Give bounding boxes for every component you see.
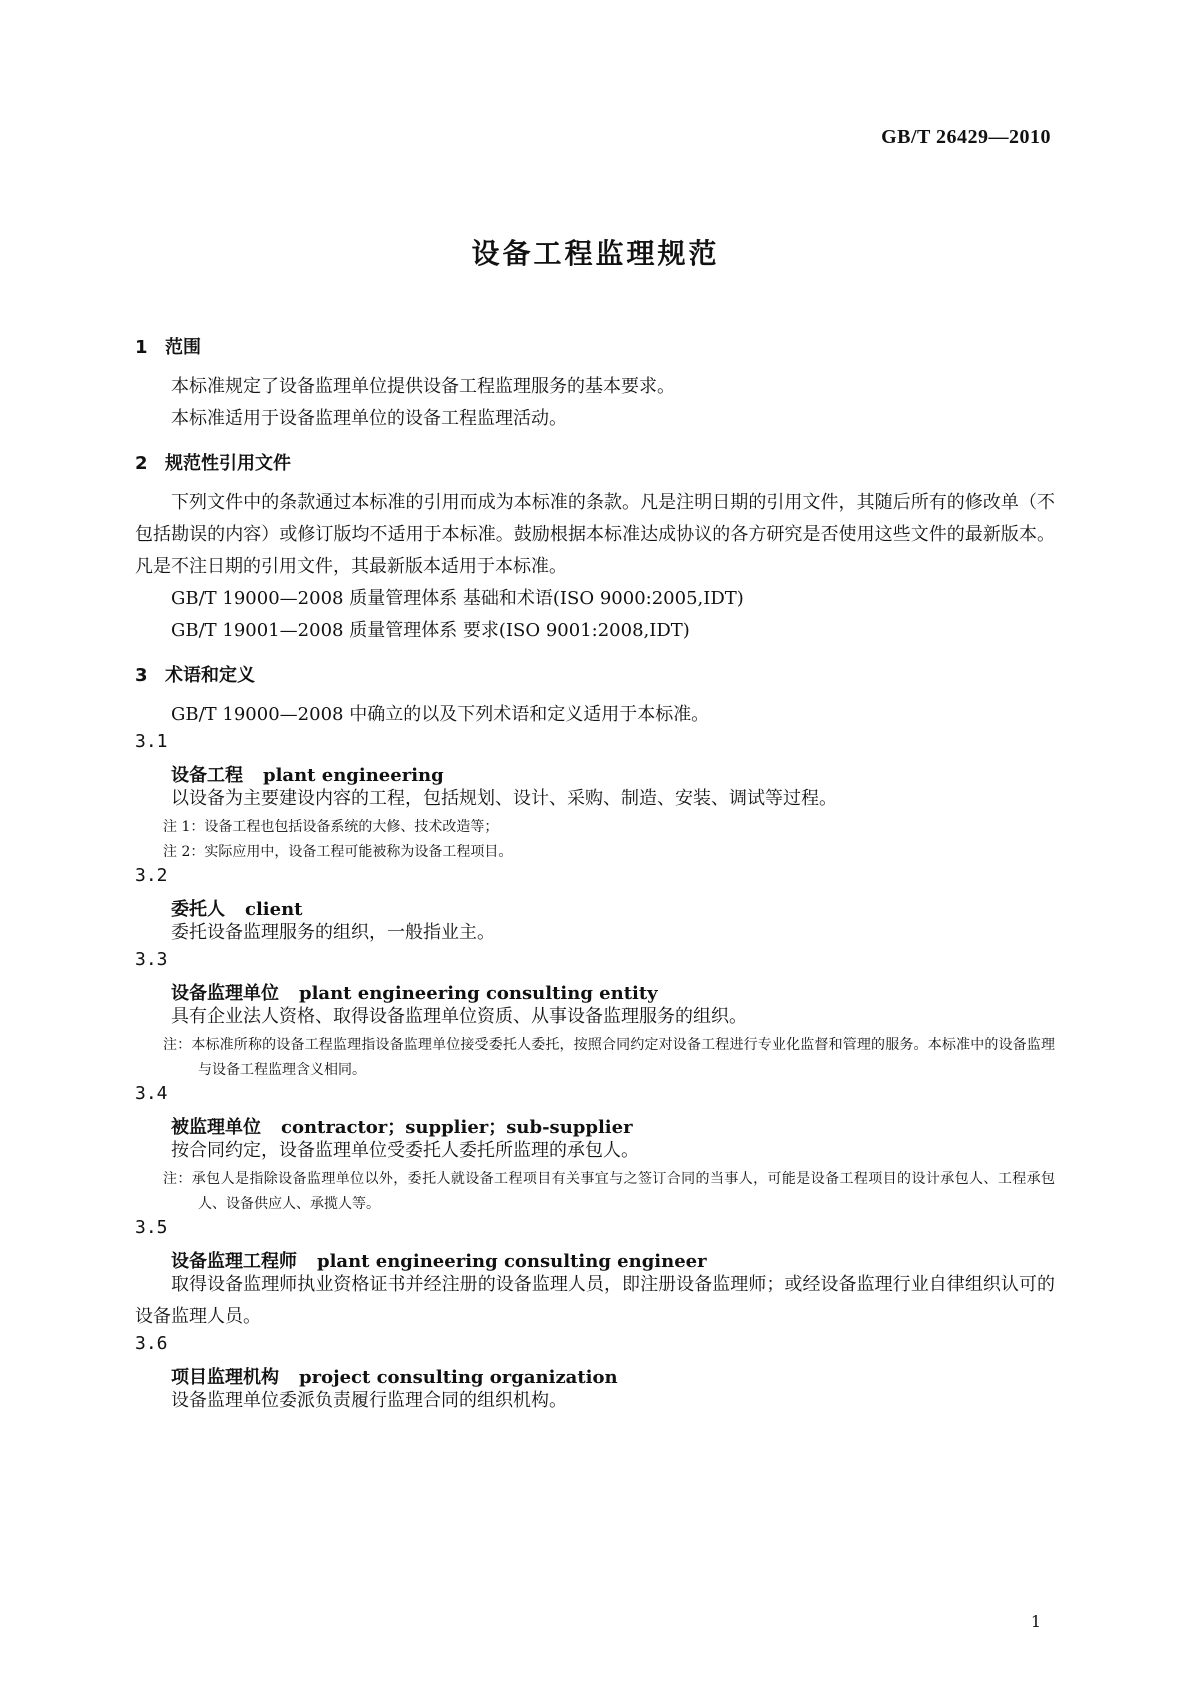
term-note: 注 1：设备工程也包括设备系统的大修、技术改造等； [163, 819, 499, 835]
term-number: 3.1 [135, 731, 168, 752]
paragraph: 本标准规定了设备监理单位提供设备工程监理服务的基本要求。 [171, 376, 675, 397]
standard-code: GB/T 26429—2010 [881, 126, 1051, 148]
term-zh: 设备工程 [171, 765, 243, 786]
term-number: 3.2 [135, 865, 168, 886]
term-zh: 委托人 [171, 899, 225, 920]
document-body [135, 333, 1055, 1417]
section-number: 3 [135, 665, 148, 686]
paragraph: GB/T 19000—2008 中确立的以及下列术语和定义适用于本标准。 [171, 704, 710, 725]
section-heading-3 [135, 661, 1055, 686]
term-en: contractor；supplier；sub-supplier [281, 1117, 633, 1138]
term-en: plant engineering consulting entity [299, 983, 658, 1004]
section-heading-1 [135, 333, 1055, 358]
term-en: project consulting organization [299, 1367, 618, 1388]
term-heading [135, 1247, 1055, 1272]
term-number: 3.4 [135, 1083, 168, 1104]
term-en: plant engineering consulting engineer [317, 1251, 707, 1272]
term-number: 3.6 [135, 1333, 168, 1354]
term-zh: 设备监理工程师 [171, 1251, 297, 1272]
term-heading [135, 1363, 1055, 1388]
term-definition: 设备监理单位委派负责履行监理合同的组织机构。 [171, 1390, 567, 1411]
page-number: 1 [1030, 1612, 1041, 1631]
term-heading [135, 979, 1055, 1004]
term-en: client [245, 899, 303, 920]
normative-reference: GB/T 19000—2008 质量管理体系 基础和术语(ISO 9000:2005,IDT) [171, 588, 744, 609]
term-heading [135, 761, 1055, 786]
term-number: 3.5 [135, 1217, 168, 1238]
term-zh: 项目监理机构 [171, 1367, 279, 1388]
section-title: 术语和定义 [165, 665, 255, 686]
document-title: 设备工程监理规范 [471, 237, 720, 270]
term-note: 注 2：实际应用中，设备工程可能被称为设备工程项目。 [163, 844, 513, 860]
term-definition: 以设备为主要建设内容的工程，包括规划、设计、采购、制造、安装、调试等过程。 [171, 788, 837, 809]
section-heading-2 [135, 449, 1055, 474]
term-en: plant engineering [263, 765, 444, 786]
section-title: 范围 [165, 337, 201, 358]
normative-reference: GB/T 19001—2008 质量管理体系 要求(ISO 9001:2008,IDT) [171, 620, 690, 641]
term-heading [135, 895, 1055, 920]
term-note: 注：本标准所称的设备工程监理指设备监理单位接受委托人委托，按照合同约定对设备工程进行专业化监督和管理的服务。本标准中的设备监理与设备工程监理含义相同。 [163, 1037, 1055, 1078]
section-title: 规范性引用文件 [165, 453, 291, 474]
term-note: 注：承包人是指除设备监理单位以外，委托人就设备工程项目有关事宜与之签订合同的当事人，可能是设备工程项目的设计承包人、工程承包人、设备供应人、承揽人等。 [163, 1171, 1055, 1212]
term-definition: 具有企业法人资格、取得设备监理单位资质、从事设备监理服务的组织。 [171, 1006, 747, 1027]
paragraph: 本标准适用于设备监理单位的设备工程监理活动。 [171, 408, 567, 429]
term-heading [135, 1113, 1055, 1138]
section-number: 1 [135, 337, 148, 358]
term-zh: 设备监理单位 [171, 983, 279, 1004]
term-number: 3.3 [135, 949, 168, 970]
term-definition: 委托设备监理服务的组织，一般指业主。 [171, 922, 495, 943]
term-definition: 取得设备监理师执业资格证书并经注册的设备监理人员，即注册设备监理师；或经设备监理行业自律组织认可的设备监理人员。 [135, 1274, 1055, 1327]
paragraph: 下列文件中的条款通过本标准的引用而成为本标准的条款。凡是注明日期的引用文件，其随后所有的修改单（不包括勘误的内容）或修订版均不适用于本标准。鼓励根据本标准达成协议的各方研究是否使用这些文件的最新版本。凡是不注日期的引用文件，其最新版本适用于本标准。 [135, 492, 1055, 577]
term-zh: 被监理单位 [171, 1117, 261, 1138]
term-definition: 按合同约定，设备监理单位受委托人委托所监理的承包人。 [171, 1140, 639, 1161]
section-number: 2 [135, 453, 148, 474]
